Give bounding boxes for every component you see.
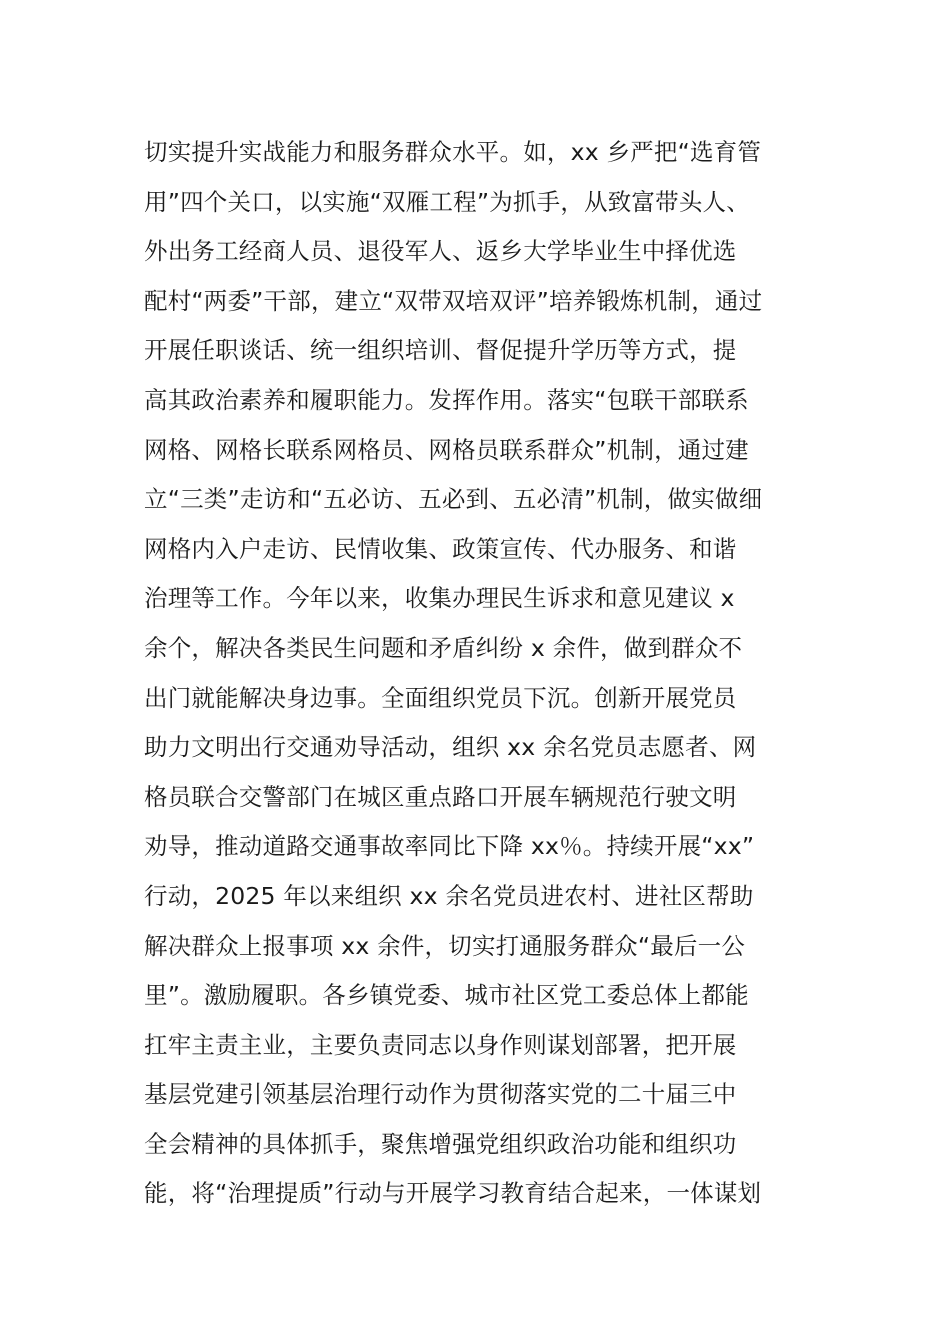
text-line: 网格、网格长联系网格员、网格员联系群众”机制，通过建 [144, 435, 749, 464]
text-line: 劝导，推动道路交通事故率同比下降 xx％。持续开展“xx” [144, 832, 755, 861]
text-line: 基层党建引领基层治理行动作为贯彻落实党的二十届三中 [144, 1080, 737, 1109]
body-text [144, 128, 814, 1219]
text-line: 出门就能解决身边事。全面组织党员下沉。创新开展党员 [144, 683, 737, 712]
text-line: 切实提升实战能力和服务群众水平。如，xx 乡严把“选育管 [144, 138, 762, 166]
text-line: 外出务工经商人员、退役军人、返乡大学毕业生中择优选 [144, 237, 737, 266]
text-line: 全会精神的具体抓手，聚焦增强党组织政治功能和组织功 [144, 1129, 737, 1158]
text-line: 网格内入户走访、民情收集、政策宣传、代办服务、和谐 [144, 534, 737, 563]
text-line: 配村“两委”干部，建立“双带双培双评”培养锻炼机制，通过 [144, 286, 763, 315]
text-line: 解决群众上报事项 xx 余件，切实打通服务群众“最后一公 [144, 931, 746, 960]
text-line: 余个，解决各类民生问题和矛盾纠纷 x 余件，做到群众不 [144, 633, 743, 662]
text-line: 扛牢主责主业，主要负责同志以身作则谋划部署，把开展 [144, 1030, 737, 1059]
text-line: 里”。激励履职。各乡镇党委、城市社区党工委总体上都能 [144, 981, 749, 1010]
text-line: 治理等工作。今年以来，收集办理民生诉求和意见建议 x [144, 584, 735, 613]
text-line: 助力文明出行交通劝导活动，组织 xx 余名党员志愿者、网 [144, 733, 757, 762]
text-line: 用”四个关口，以实施“双雁工程”为抓手，从致富带头人、 [144, 187, 750, 216]
text-line: 能，将“治理提质”行动与开展学习教育结合起来，一体谋划 [144, 1179, 762, 1208]
text-line: 行动，2025 年以来组织 xx 余名党员进农村、进社区帮助 [144, 881, 754, 910]
text-line: 立“三类”走访和“五必访、五必到、五必清”机制，做实做细 [144, 485, 763, 514]
text-line: 高其政治素养和履职能力。发挥作用。落实“包联干部联系 [144, 385, 749, 414]
text-line: 格员联合交警部门在城区重点路口开展车辆规范行驶文明 [144, 782, 737, 811]
text-line: 开展任职谈话、统一组织培训、督促提升学历等方式，提 [144, 336, 737, 365]
